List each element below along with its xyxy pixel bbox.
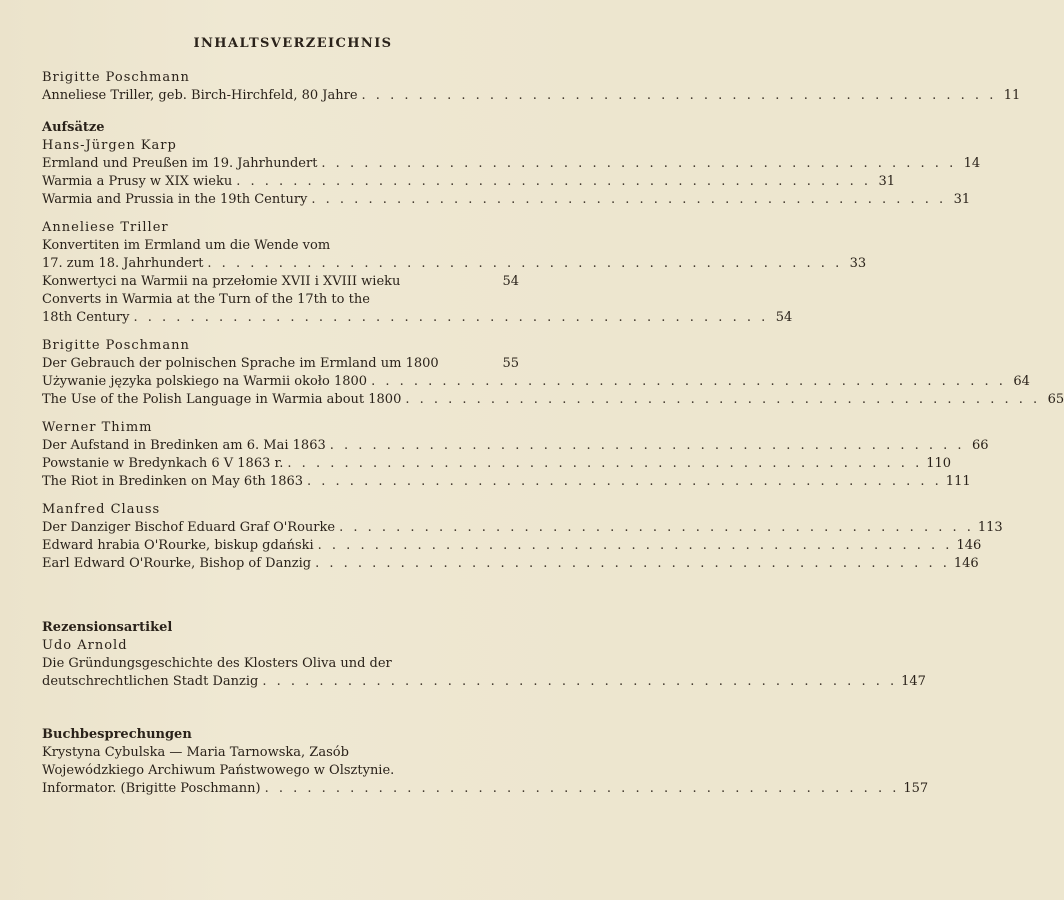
entry-title: Earl Edward O'Rourke, Bishop of Danzig	[42, 556, 312, 571]
entry-title: Używanie języka polskiego na Warmii około 1800	[42, 374, 368, 389]
section-heading: Buchbesprechungen	[42, 727, 192, 742]
toc-entry	[42, 155, 981, 173]
toc-entry	[42, 473, 971, 491]
toc-entry	[42, 273, 519, 291]
page-title: INHALTSVERZEICHNIS	[193, 36, 393, 51]
dot-leader: . . . . . . . . . . . . . . . . . . . . . . . . . . . . . . . . . . . . . . . . . . . . .	[321, 156, 957, 171]
entry-title-line: Die Gründungsgeschichte des Klosters Oliva und der	[42, 656, 392, 671]
entry-title: Powstanie w Bredynkach 6 V 1863 r.	[42, 456, 284, 471]
table-of-contents	[42, 69, 1064, 798]
dot-leader: . . . . . . . . . . . . . . . . . . . . . . . . . . . . . . . . . . . . . . . . . . . . .	[317, 538, 953, 553]
toc-entry	[42, 173, 895, 191]
dot-leader: . . . . . . . . . . . . . . . . . . . . . . . . . . . . . . . . . . . . . . . . . . . . .	[236, 174, 871, 189]
dot-leader: . . . . . . . . . . . . . . . . . . . . . . . . . . . . . . . . . . . . . . . . . . . . .	[371, 374, 1006, 389]
toc-entry	[42, 555, 979, 573]
entry-title: Ermland und Preußen im 19. Jahrhundert	[42, 156, 318, 171]
entry-title: The Riot in Bredinken on May 6th 1863	[42, 474, 304, 489]
entry-title-line: Krystyna Cybulska — Maria Tarnowska, Zasób	[42, 745, 349, 760]
toc-entry	[42, 519, 1003, 537]
dot-leader: . . . . . . . . . . . . . . . . . . . . . . . . . . . . . . . . . . . . . . . . . . . . .	[262, 674, 898, 689]
entry-page: 64	[1013, 374, 1030, 389]
entry-page: 157	[903, 781, 929, 796]
entry-title: Informator. (Brigitte Poschmann)	[42, 781, 261, 796]
entry-page: 54	[775, 310, 793, 325]
entry-title: Warmia a Prusy w XIX wieku	[42, 174, 233, 189]
entry-page: 31	[878, 174, 895, 189]
toc-entry	[42, 309, 793, 327]
author-name: Udo Arnold	[42, 638, 128, 653]
dot-leader: . . . . . . . . . . . . . . . . . . . . . . . . . . . . . . . . . . . . . . . . . . . . .	[315, 556, 950, 571]
entry-title: Der Danziger Bischof Eduard Graf O'Rourke	[42, 520, 336, 535]
entry-page: 111	[945, 474, 971, 489]
toc-entry	[42, 373, 1030, 391]
dot-leader: . . . . . . . . . . . . . . . . . . . . . . . . . . . . . . . . . . . . . . . . . . . . .	[361, 88, 997, 103]
toc-entry	[42, 355, 519, 373]
toc-entry	[42, 437, 989, 455]
dot-leader: . . . . . . . . . . . . . . . . . . . . . . . . . . . . . . . . . . . . . . . . . . . . .	[307, 474, 942, 489]
entry-page: 11	[1003, 88, 1021, 103]
entry-title: Edward hrabia O'Rourke, biskup gdański	[42, 538, 314, 553]
entry-title-line: Wojewódzkiego Archiwum Państwowego w Olsztynie.	[42, 763, 395, 778]
toc-entry	[42, 191, 971, 209]
entry-title: Der Aufstand in Bredinken am 6. Mai 1863	[42, 438, 326, 453]
entry-title: 18th Century	[42, 310, 130, 325]
toc-entry	[42, 673, 926, 691]
toc-entry	[42, 455, 952, 473]
entry-page: 146	[956, 538, 982, 553]
entry-page: 55	[502, 356, 519, 371]
entry-title-line: Konvertiten im Ermland um die Wende vom	[42, 238, 331, 253]
entry-page: 31	[953, 192, 971, 207]
dot-leader: . . . . . . . . . . . . . . . . . . . . . . . . . . . . . . . . . . . . . . . . . . . . .	[311, 192, 947, 207]
entry-title-line: Converts in Warmia at the Turn of the 17th to the	[42, 292, 370, 307]
entry-page: 146	[953, 556, 979, 571]
dot-leader: . . . . . . . . . . . . . . . . . . . . . . . . . . . . . . . . . . . . . . . . . . . . .	[329, 438, 965, 453]
author-name: Hans-Jürgen Karp	[42, 138, 177, 153]
toc-entry	[42, 391, 1064, 409]
section-heading: Aufsätze	[42, 120, 105, 135]
entry-title: The Use of the Polish Language in Warmia about 1800	[42, 392, 402, 407]
toc-entry	[42, 537, 982, 555]
author-name: Anneliese Triller	[42, 220, 169, 235]
entry-page: 113	[977, 520, 1003, 535]
entry-page: 66	[971, 438, 989, 453]
dot-leader: . . . . . . . . . . . . . . . . . . . . . . . . . . . . . . . . . . . . . . . . . . . . .	[207, 256, 843, 271]
entry-title: deutschrechtlichen Stadt Danzig	[42, 674, 259, 689]
entry-page: 14	[963, 156, 981, 171]
toc-entry	[42, 87, 1021, 105]
entry-title: Der Gebrauch der polnischen Sprache im Ermland um 1800	[42, 356, 439, 371]
dot-leader: . . . . . . . . . . . . . . . . . . . . . . . . . . . . . . . . . . . . . . . . . . . . .	[264, 781, 900, 796]
entry-title: Konwertyci na Warmii na przełomie XVII i XVIII wieku	[42, 274, 401, 289]
entry-title: Warmia and Prussia in the 19th Century	[42, 192, 308, 207]
entry-title: 17. zum 18. Jahrhundert	[42, 256, 204, 271]
author-name: Brigitte Poschmann	[42, 338, 190, 353]
dot-leader: . . . . . . . . . . . . . . . . . . . . . . . . . . . . . . . . . . . . . . . . . . . . .	[287, 456, 923, 471]
toc-entry	[42, 255, 867, 273]
entry-page: 65	[1047, 392, 1064, 407]
section-heading: Rezensionsartikel	[42, 620, 173, 635]
dot-leader: . . . . . . . . . . . . . . . . . . . . . . . . . . . . . . . . . . . . . . . . . . . . .	[339, 520, 974, 535]
dot-leader: . . . . . . . . . . . . . . . . . . . . . . . . . . . . . . . . . . . . . . . . . . . . .	[405, 392, 1041, 407]
author-name: Manfred Clauss	[42, 502, 161, 517]
dot-leader: . . . . . . . . . . . . . . . . . . . . . . . . . . . . . . . . . . . . . . . . . . . . .	[133, 310, 769, 325]
entry-page: 110	[926, 456, 952, 471]
entry-page: 54	[502, 274, 519, 289]
author-name: Werner Thimm	[42, 420, 153, 435]
entry-page: 33	[849, 256, 867, 271]
entry-title: Anneliese Triller, geb. Birch-Hirchfeld, 80 Jahre	[42, 88, 358, 103]
toc-entry	[42, 780, 929, 798]
author-name: Brigitte Poschmann	[42, 70, 190, 85]
entry-page: 147	[901, 674, 926, 689]
